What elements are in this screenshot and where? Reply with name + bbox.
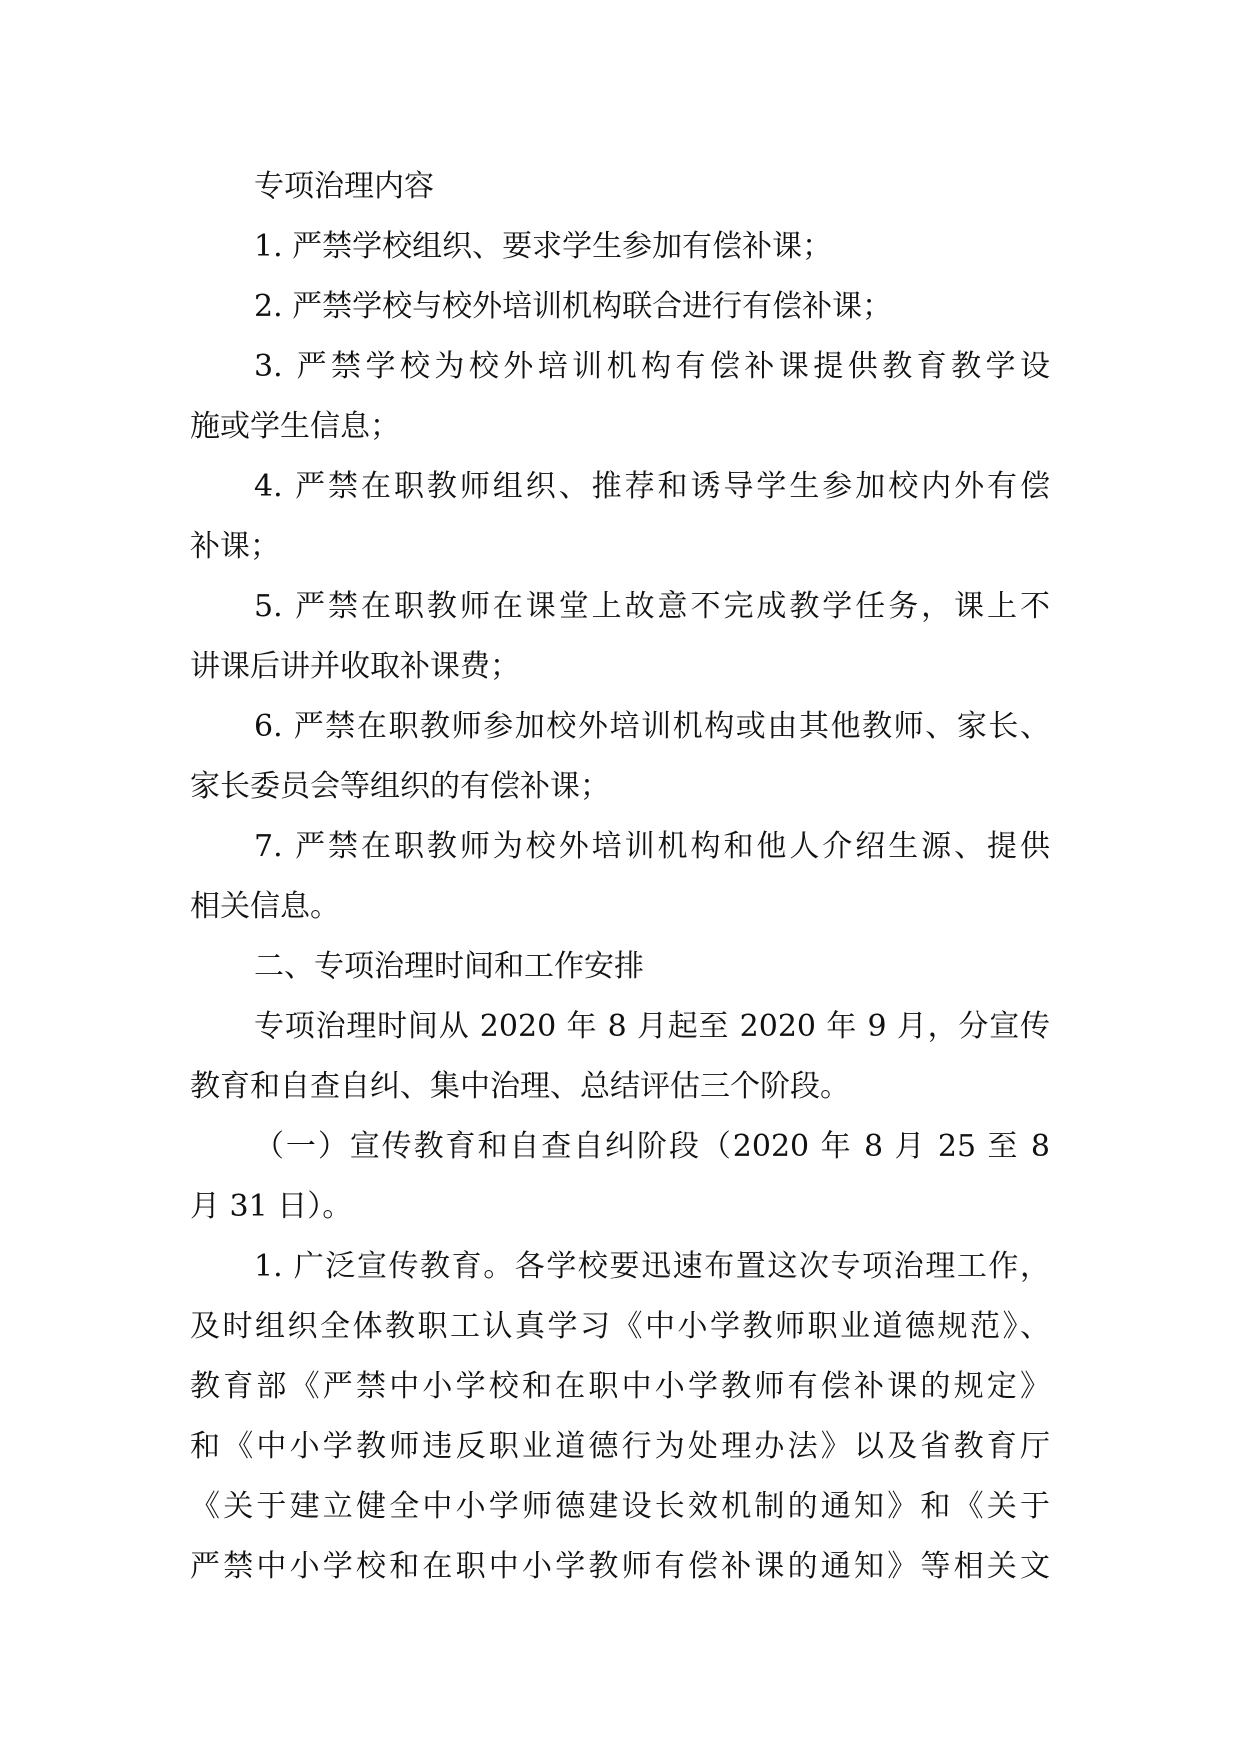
list-item-continuation: 家长委员会等组织的有偿补课； (190, 769, 610, 804)
list-item-continuation: 相关信息。 (190, 889, 340, 924)
paragraph-line: 1. 广泛宣传教育。各学校要迅速布置这次专项治理工作， (254, 1249, 1050, 1284)
paragraph-line: 及时组织全体教职工认真学习《中小学教师职业道德规范》、 (190, 1309, 1050, 1344)
document-body (190, 157, 1050, 1597)
subsection-heading: （一）宣传教育和自查自纠阶段（2020 年 8 月 25 至 8 (254, 1129, 1050, 1164)
list-item: 4. 严禁在职教师组织、推荐和诱导学生参加校内外有偿 (254, 469, 1050, 504)
list-item: 3. 严禁学校为校外培训机构有偿补课提供教育教学设 (254, 349, 1050, 384)
paragraph-line: 和《中小学教师违反职业道德行为处理办法》以及省教育厅 (190, 1429, 1050, 1464)
subsection-heading-continuation: 月 31 日）。 (190, 1189, 353, 1224)
list-item-continuation: 施或学生信息； (190, 409, 400, 444)
paragraph-line: 教育部《严禁中小学校和在职中小学教师有偿补课的规定》 (190, 1369, 1050, 1404)
list-item-continuation: 讲课后讲并收取补课费； (190, 649, 520, 684)
list-item-continuation: 补课； (190, 529, 280, 564)
section-heading: 二、专项治理时间和工作安排 (254, 949, 644, 984)
list-item: 5. 严禁在职教师在课堂上故意不完成教学任务，课上不 (254, 589, 1050, 624)
list-item: 2. 严禁学校与校外培训机构联合进行有偿补课； (254, 289, 893, 324)
paragraph-line: 教育和自查自纠、集中治理、总结评估三个阶段。 (190, 1069, 850, 1104)
list-item: 1. 严禁学校组织、要求学生参加有偿补课； (254, 229, 833, 264)
list-item: 6. 严禁在职教师参加校外培训机构或由其他教师、家长、 (254, 709, 1050, 744)
paragraph-line: 《关于建立健全中小学师德建设长效机制的通知》和《关于 (190, 1489, 1050, 1524)
section-heading: 专项治理内容 (254, 169, 434, 204)
list-item: 7. 严禁在职教师为校外培训机构和他人介绍生源、提供 (254, 829, 1050, 864)
paragraph-line: 专项治理时间从 2020 年 8 月起至 2020 年 9 月，分宣传 (254, 1009, 1050, 1044)
paragraph-line: 严禁中小学校和在职中小学教师有偿补课的通知》等相关文 (190, 1549, 1050, 1584)
